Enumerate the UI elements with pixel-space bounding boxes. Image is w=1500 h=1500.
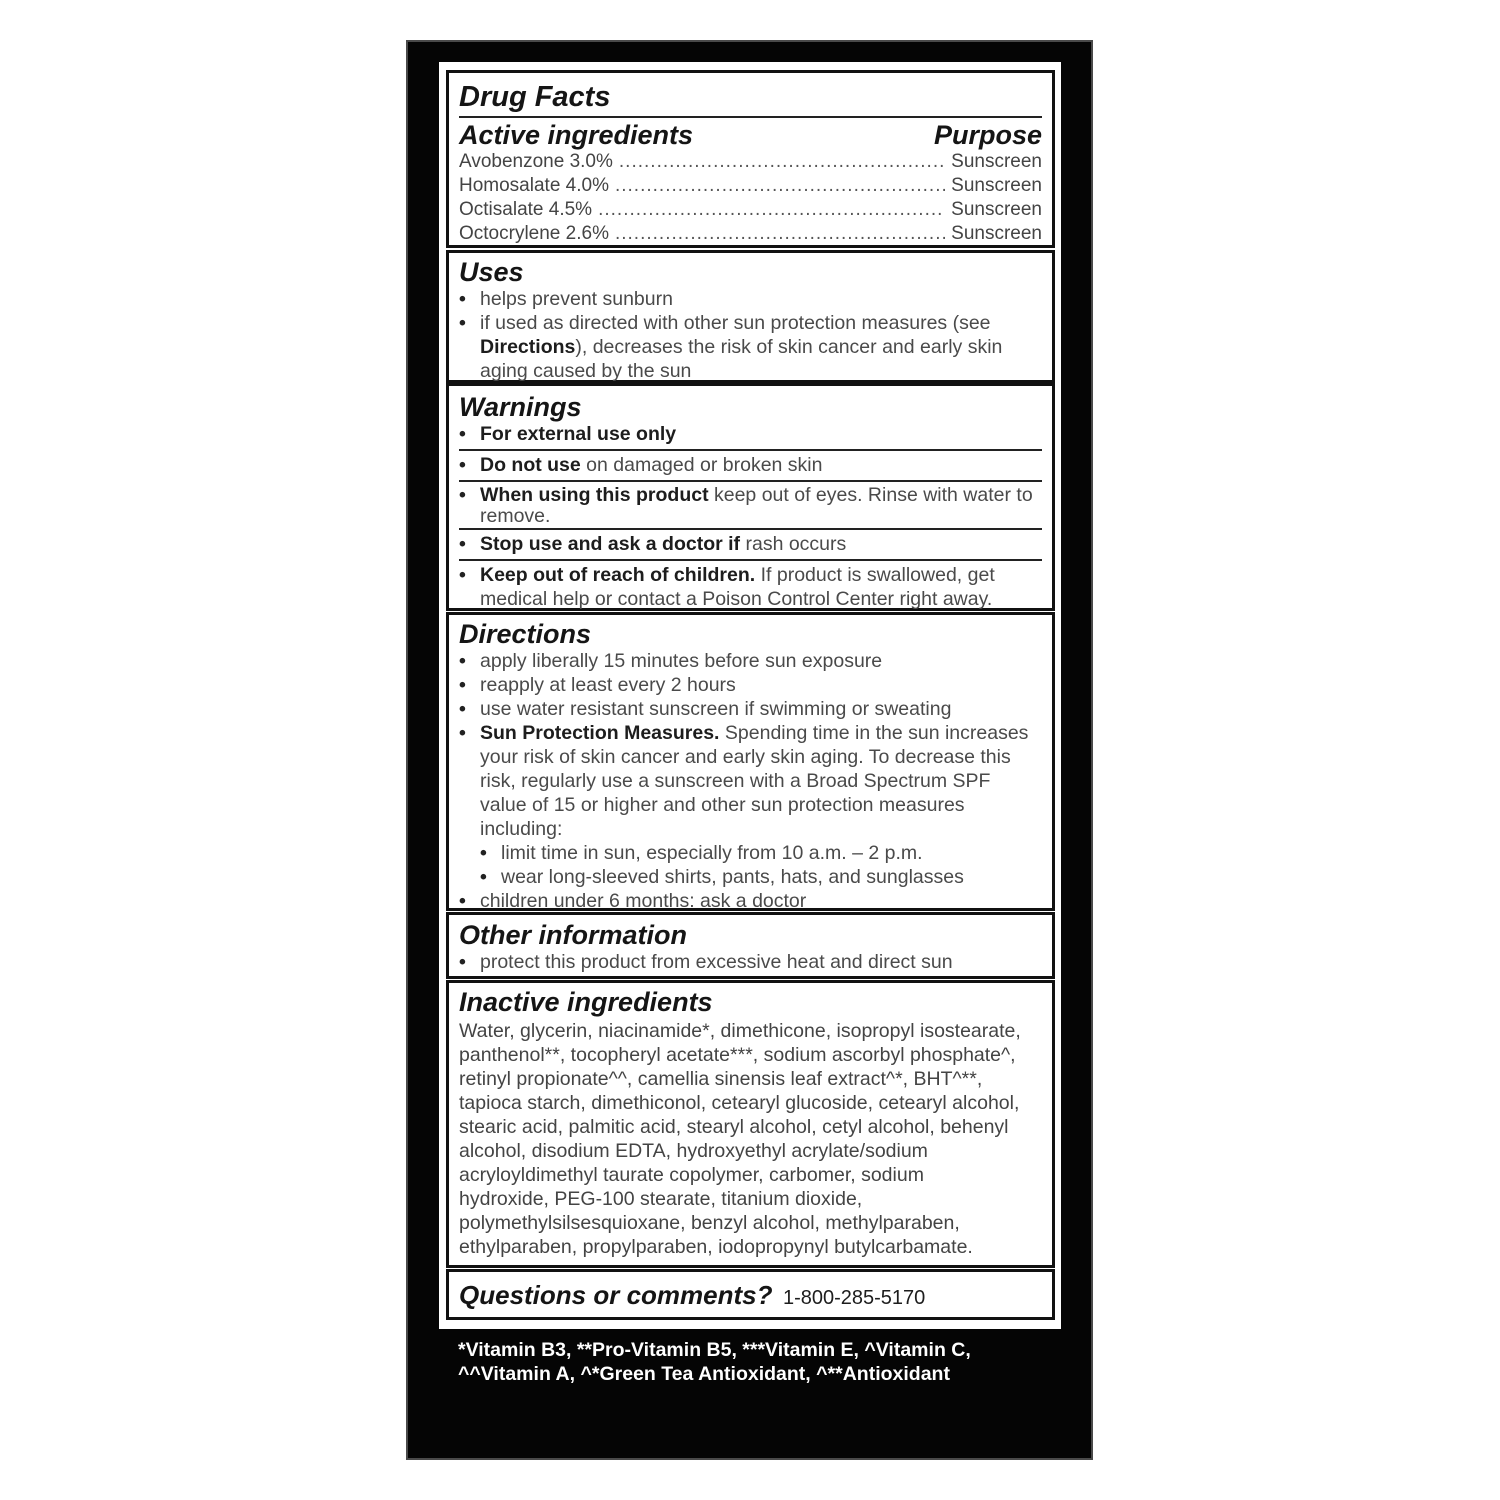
warning-item: • Do not use on damaged or broken skin <box>459 454 823 476</box>
directions-sub-item: • limit time in sun, especially from 10 a.m. – 2 p.m. <box>480 842 923 864</box>
warning-item: • Stop use and ask a doctor if rash occurs <box>459 533 847 555</box>
uses-section <box>446 250 1055 383</box>
warnings-heading: Warnings <box>459 392 582 422</box>
questions-phone: 1-800-285-5170 <box>782 1287 926 1309</box>
directions-heading: Directions <box>459 619 592 649</box>
drug-facts-title: Drug Facts <box>459 81 611 113</box>
uses-heading: Uses <box>459 257 524 287</box>
sun-protection-measures-item: • Sun Protection Measures. Spending time in the sun increases your risk of skin cancer and early skin aging. To decrease this risk, regularly use a sunscreen with a Broad Spectrum SPF value of 15 or higher and other sun protection measures including: <box>459 722 1029 840</box>
warning-item: • For external use only <box>459 423 677 445</box>
active-ingredient-row: Homosalate 4.0% ..... Sunscreen <box>459 174 1042 198</box>
warning-item: • Keep out of reach of children. If product is swallowed, get medical help or contact a Poison Control Center right away. <box>459 564 995 610</box>
inactive-ingredients-heading: Inactive ingredients <box>459 987 713 1017</box>
warnings-section <box>446 383 1055 611</box>
uses-item: • helps prevent sunburn <box>459 288 673 310</box>
inactive-ingredients-text: Water, glycerin, niacinamide*, dimethicone, isopropyl isostearate, panthenol**, tocopheryl acetate***, sodium ascorbyl phosphate^, retinyl propionate^^, camellia sinensis leaf extract^*, BHT^**, tapioca starch, dimethiconol, cetearyl glucoside, cetearyl alcohol, stearic acid, palmitic acid, stearyl alcohol, cetyl alcohol, behenyl alcohol, disodium EDTA, hydroxyethyl acrylate/sodium acryloyldimethyl taurate copolymer, carbomer, sodium hydroxide, PEG-100 stearate, titanium dioxide, polymethylsilsesquioxane, benzyl alcohol, methylparaben, ethylparaben, propylparaben, iodopropynyl butylcarbamate. <box>459 1020 1021 1258</box>
footnote-line: ^^Vitamin A, ^*Green Tea Antioxidant, ^**Antioxidant <box>458 1363 950 1385</box>
active-ingredient-row: Avobenzone 3.0% ..... Sunscreen <box>459 150 1042 174</box>
directions-item: • use water resistant sunscreen if swimming or sweating <box>459 698 952 720</box>
purpose-heading: Purpose <box>933 120 1042 150</box>
active-ingredients-heading: Active ingredients <box>459 120 694 150</box>
uses-item: • if used as directed with other sun protection measures (see Directions), decreases the risk of skin cancer and early skin aging caused by the sun <box>459 312 1003 382</box>
questions-section <box>446 1269 1055 1320</box>
other-information-section <box>446 912 1055 979</box>
active-ingredient-row: Octocrylene 2.6% ..... Sunscreen <box>459 222 1042 246</box>
active-ingredients-section <box>446 70 1055 248</box>
directions-item: • apply liberally 15 minutes before sun exposure <box>459 650 883 672</box>
other-information-heading: Other information <box>459 920 687 950</box>
directions-sub-item: • wear long-sleeved shirts, pants, hats, and sunglasses <box>480 866 964 888</box>
vitamin-footnote <box>458 1338 1038 1386</box>
other-information-item: • protect this product from excessive heat and direct sun <box>459 951 953 973</box>
footnote-line: *Vitamin B3, **Pro-Vitamin B5, ***Vitamin E, ^Vitamin C, <box>458 1339 971 1361</box>
active-ingredient-row: Octisalate 4.5% ..... Sunscreen <box>459 198 1042 222</box>
inactive-ingredients-section <box>446 980 1055 1268</box>
directions-item: • reapply at least every 2 hours <box>459 674 736 696</box>
warning-item: • When using this product keep out of eyes. Rinse with water to remove. <box>459 484 1033 527</box>
questions-label: Questions or comments? <box>459 1280 773 1310</box>
directions-item: • children under 6 months: ask a doctor <box>459 890 807 912</box>
directions-section <box>446 612 1055 911</box>
